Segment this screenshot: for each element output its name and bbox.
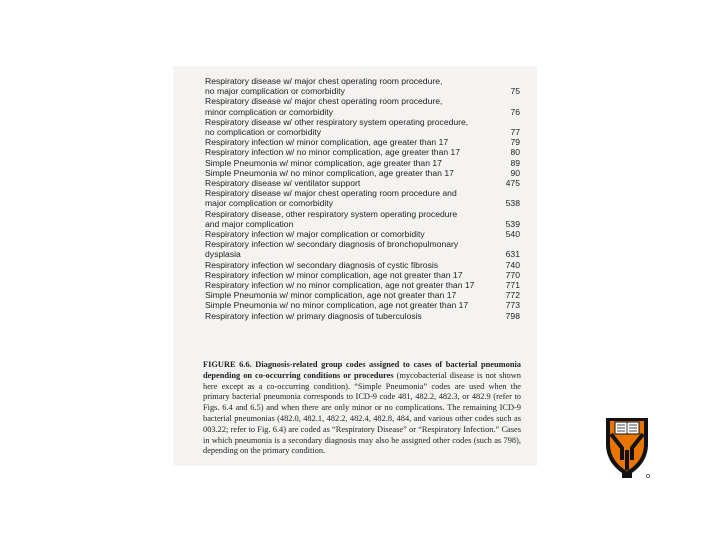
table-row <box>205 270 520 280</box>
drg-code: 75 <box>510 86 520 97</box>
drg-code: 798 <box>505 310 520 321</box>
drg-description: Respiratory infection w/ major complication or comorbidity <box>205 229 425 240</box>
drg-code: 89 <box>510 157 520 168</box>
drg-description: Respiratory infection w/ secondary diagnosis of cystic fibrosis <box>205 259 439 270</box>
drg-code: 475 <box>505 178 520 189</box>
caption-body: (mycobacterial disease is not shown here except as a co-occurring condition). “Simple Pneumonia” codes are used when the primary bacterial pneumonia corresponds to ICD-9 code 481, 482.2, 482.3, or 482.9 (refer to Figs. 6.4 and 6.5) and when there are only minor or no complications. The remaining ICD-9 bacterial pneumonias (482.0, 482.1, 482.2, 482.4, 482.8, 484, and various other codes such as 003.22; refer to Fig. 6.4) are coded as “Respiratory Disease” or “Respiratory Infection.” Cases in which pneumonia is a secondary diagnosis may also be assigned other codes (such as 798), depending on the primary condition. <box>203 370 521 456</box>
table-row <box>205 147 520 157</box>
drg-description: Respiratory infection w/ minor complication, age greater than 17 <box>205 137 449 148</box>
caption-lead: FIGURE 6.6. Diagnosis-related group codes assigned to cases of bacterial pneumonia depending on co-occurring conditions or procedures <box>203 360 521 380</box>
drg-code: 538 <box>505 198 520 209</box>
drg-description: Respiratory infection w/ no minor complication, age not greater than 17 <box>205 280 475 291</box>
drg-description: Simple Pneumonia w/ minor complication, age greater than 17 <box>205 157 442 168</box>
figure-caption <box>203 360 521 457</box>
drg-description: Respiratory infection w/ minor complication, age not greater than 17 <box>205 269 463 280</box>
drg-code: 771 <box>505 280 520 291</box>
drg-code: 90 <box>510 167 520 178</box>
drg-description: Respiratory disease w/ major chest operating room procedure and major complication or comorbidity <box>205 188 457 209</box>
table-row <box>205 209 520 229</box>
drg-code: 77 <box>510 127 520 138</box>
drg-code: 80 <box>510 147 520 158</box>
table-row <box>205 76 520 96</box>
drg-code-table <box>205 76 520 321</box>
drg-description: Respiratory infection w/ primary diagnosis of tuberculosis <box>205 310 422 321</box>
table-row <box>205 117 520 137</box>
drg-description: Respiratory infection w/ secondary diagnosis of bronchopulmonary dysplasia <box>205 239 459 260</box>
drg-code: 772 <box>505 290 520 301</box>
table-row <box>205 300 520 310</box>
drg-description: Respiratory infection w/ no minor complication, age greater than 17 <box>205 147 461 158</box>
drg-code: 540 <box>505 229 520 240</box>
drg-code: 770 <box>505 269 520 280</box>
table-row <box>205 137 520 147</box>
table-row <box>205 158 520 168</box>
table-row <box>205 168 520 178</box>
drg-description: Respiratory disease w/ major chest operating room procedure, minor complication or comorbidity <box>205 96 443 117</box>
drg-description: Respiratory disease w/ ventilator support <box>205 178 361 189</box>
university-shield-logo <box>602 410 652 480</box>
table-row <box>205 311 520 321</box>
drg-code: 76 <box>510 106 520 117</box>
table-row <box>205 280 520 290</box>
table-row <box>205 188 520 208</box>
table-row <box>205 178 520 188</box>
drg-description: Respiratory disease, other respiratory system operating procedure and major complication <box>205 208 458 229</box>
drg-code: 79 <box>510 137 520 148</box>
drg-code: 773 <box>505 300 520 311</box>
table-row <box>205 260 520 270</box>
drg-description: Simple Pneumonia w/ no minor complication, age not greater than 17 <box>205 300 469 311</box>
drg-description: Simple Pneumonia w/ minor complication, age not greater than 17 <box>205 290 457 301</box>
drg-description: Respiratory disease w/ other respiratory system operating procedure, no complication or comorbidity <box>205 116 469 138</box>
drg-description: Simple Pneumonia w/ no minor complication, age greater than 17 <box>205 167 454 178</box>
drg-description: Respiratory disease w/ major chest operating room procedure, no major complication or comorbidity <box>205 76 443 97</box>
table-row <box>205 239 520 259</box>
table-row <box>205 290 520 300</box>
drg-code: 740 <box>505 259 520 270</box>
drg-code: 631 <box>505 249 520 260</box>
table-row <box>205 96 520 116</box>
drg-code: 539 <box>505 218 520 229</box>
table-row <box>205 229 520 239</box>
